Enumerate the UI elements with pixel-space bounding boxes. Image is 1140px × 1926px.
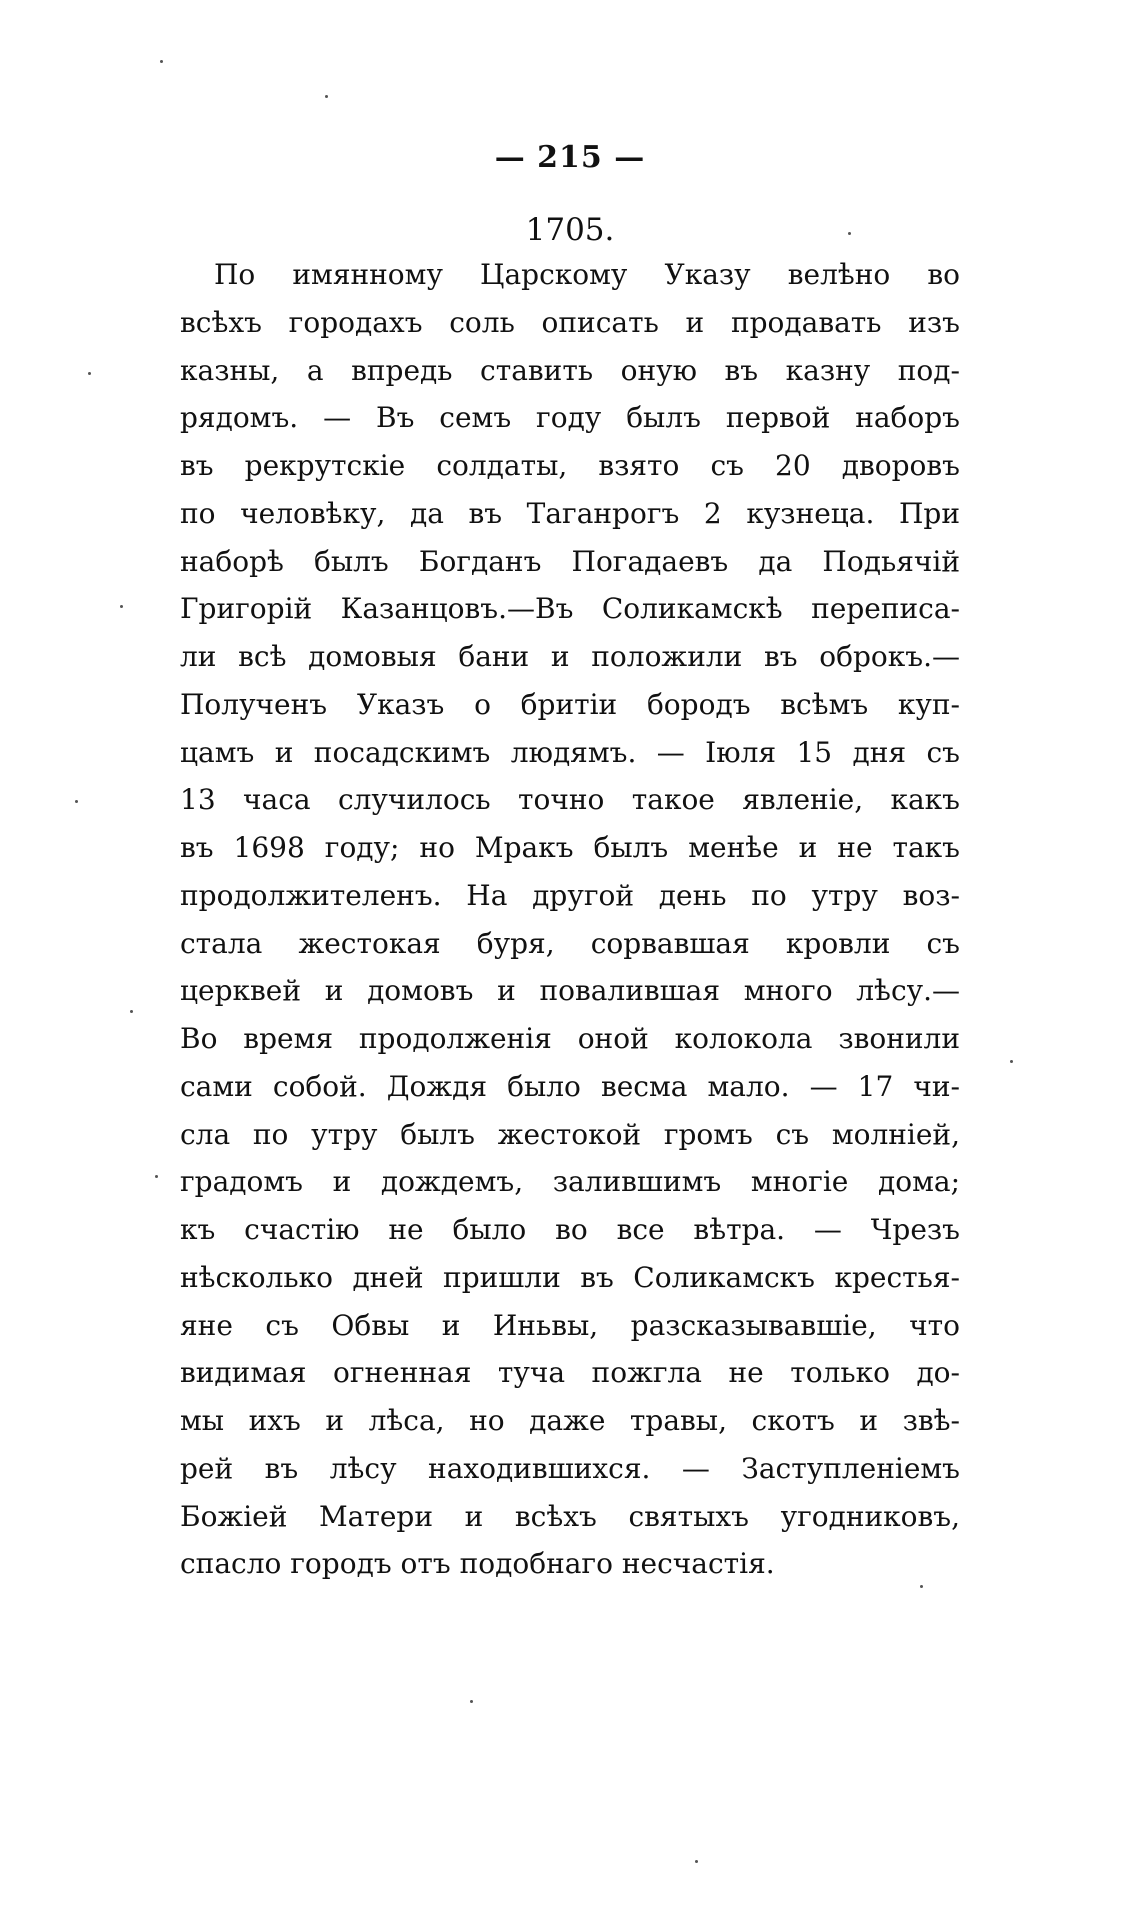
print-speck xyxy=(470,1700,473,1703)
text-line: продолжителенъ. На другой день по утру воз- xyxy=(180,878,960,912)
text-line: мы ихъ и лѣса, но даже травы, скотъ и звѣ- xyxy=(180,1404,960,1437)
text-line: яне съ Обвы и Иньвы, разсказывавшіе, что xyxy=(180,1308,960,1342)
text-line: По имянному Царскому Указу велѣно во xyxy=(214,258,960,291)
text-line: Григорій Казанцовъ.—Въ Соликамскѣ переписа- xyxy=(180,592,960,626)
text-line: сла по утру былъ жестокой громъ съ молніей, xyxy=(180,1117,960,1151)
text-line: сами собой. Дождя было весма мало. — 17 чи- xyxy=(180,1069,960,1103)
text-line: рей въ лѣсу находившихся. — Заступленіемъ xyxy=(180,1451,960,1485)
text-line: цамъ и посадскимъ людямъ. — Іюля 15 дня съ xyxy=(180,735,960,769)
text-line: нѣсколько дней пришли въ Соликамскъ крестья- xyxy=(180,1260,960,1294)
body-text xyxy=(180,251,960,1588)
text-line: Полученъ Указъ о бритіи бородъ всѣмъ куп- xyxy=(180,687,960,721)
print-speck xyxy=(130,1010,133,1013)
text-line: рядомъ. — Въ семъ году былъ первой наборъ xyxy=(180,401,960,435)
print-speck xyxy=(1010,1060,1013,1063)
text-line: по человѣку, да въ Таганрогъ 2 кузнеца. При xyxy=(180,496,960,530)
text-line: всѣхъ городахъ соль описать и продавать изъ xyxy=(180,305,960,339)
print-speck xyxy=(155,1175,158,1178)
print-speck xyxy=(325,95,328,98)
text-line: градомъ и дождемъ, залившимъ многіе дома; xyxy=(180,1165,960,1199)
text-line: къ счастію не было во все вѣтра. — Чрезъ xyxy=(180,1213,960,1246)
print-speck xyxy=(695,1860,698,1863)
text-line: казны, а впредь ставить оную въ казну под- xyxy=(180,353,960,387)
print-speck xyxy=(75,800,78,803)
text-line: Во время продолженія оной колокола звонили xyxy=(180,1022,960,1055)
text-line: въ 1698 году; но Мракъ былъ менѣе и не такъ xyxy=(180,831,960,864)
print-speck xyxy=(848,232,851,235)
page-number: — 215 — xyxy=(494,140,646,175)
year-heading: 1705. xyxy=(525,212,615,248)
text-line: Божіей Матери и всѣхъ святыхъ угодниковъ, xyxy=(180,1499,960,1533)
text-line: стала жестокая буря, сорвавшая кровли съ xyxy=(180,926,960,960)
text-line: ли всѣ домовыя бани и положили въ оброкъ.— xyxy=(180,640,960,673)
print-speck xyxy=(88,372,91,375)
print-speck xyxy=(120,605,123,608)
text-line: спасло городъ отъ подобнаго несчастія. xyxy=(180,1547,775,1581)
text-line: церквей и домовъ и повалившая много лѣсу.— xyxy=(180,974,960,1008)
print-speck xyxy=(920,1585,923,1588)
print-speck xyxy=(160,60,163,63)
text-line: наборѣ былъ Богданъ Погадаевъ да Подьячій xyxy=(180,544,960,578)
text-line: въ рекрутскіе солдаты, взято съ 20 дворовъ xyxy=(180,449,960,482)
text-line: 13 часа случилось точно такое явленіе, какъ xyxy=(180,783,960,817)
text-line: видимая огненная туча пожгла не только до- xyxy=(180,1356,960,1390)
